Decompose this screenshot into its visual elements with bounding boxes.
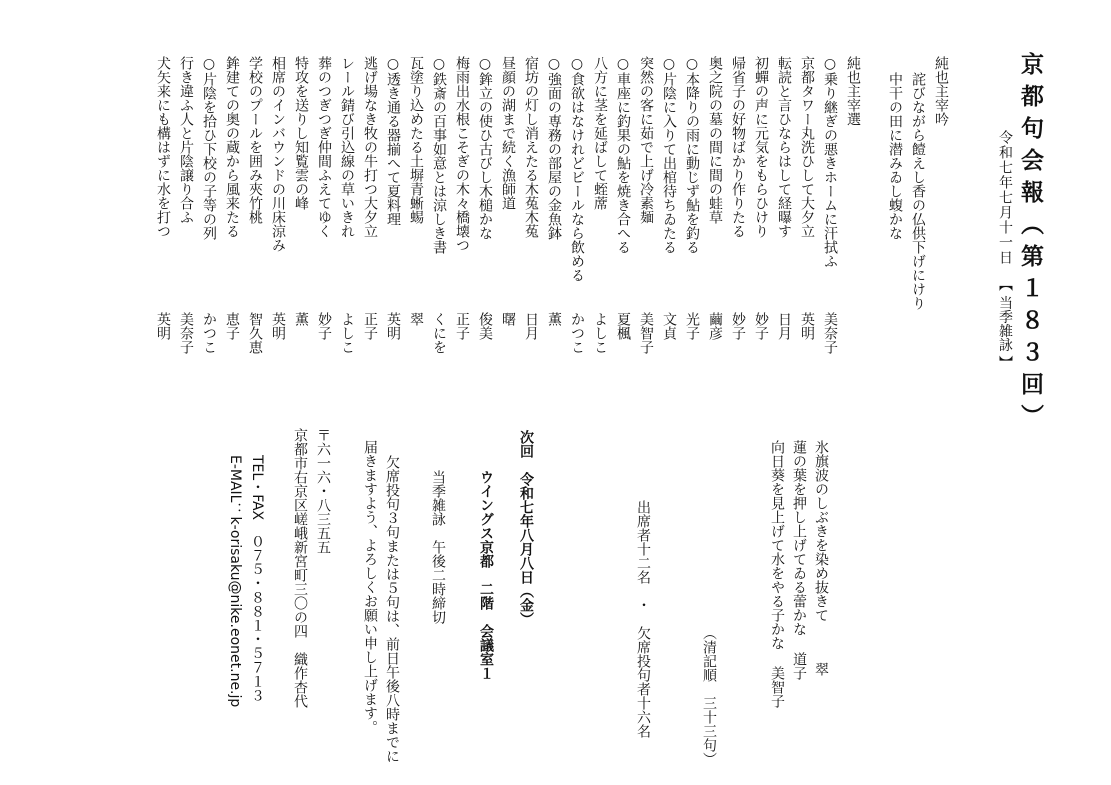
absent-note: 欠席投句３句または５句は、前日午後八時までに xyxy=(384,455,400,763)
haiku-entry xyxy=(774,56,794,376)
haiku-entry xyxy=(268,56,288,376)
haiku-entry xyxy=(521,56,541,376)
haiku-entry xyxy=(452,56,472,376)
haiku-entry xyxy=(199,56,219,376)
haiku-entry xyxy=(659,56,679,376)
haiku-entry xyxy=(728,56,748,376)
haiku-author: くにを xyxy=(431,312,447,354)
haiku-author: 恵子 xyxy=(224,312,240,340)
contact-email[interactable]: E-MAIL：k-orisaku@nike.eonet.ne.jp xyxy=(227,455,243,708)
haiku-author: 美奈子 xyxy=(822,312,838,354)
haiku-author: 文貞 xyxy=(661,312,677,340)
haiku-entry xyxy=(636,56,656,376)
haiku-author: 薫 xyxy=(546,312,562,326)
haiku-text: 学校のプールを囲み夾竹桃 xyxy=(247,56,263,224)
haiku-entry xyxy=(222,56,242,376)
haiku-entry xyxy=(475,56,495,376)
haiku-entry xyxy=(820,56,840,376)
session-tag: 【 当季雑詠 】 xyxy=(997,277,1013,370)
haiku-entry xyxy=(705,56,725,376)
haiku-author: 正子 xyxy=(454,312,470,340)
haiku-text: 詫びながら饐えし香の仏供下げにけり xyxy=(910,72,926,310)
ginn-heading xyxy=(931,56,951,376)
postal-code: 〒六一六・八三五五 xyxy=(315,428,331,554)
haiku-author: 薫 xyxy=(293,312,309,326)
section-gap xyxy=(866,56,882,57)
haiku-entry xyxy=(406,56,426,376)
haiku-entry xyxy=(383,56,403,376)
haiku-entry xyxy=(797,56,817,376)
haiku-author: 光子 xyxy=(684,312,700,340)
haiku-author: 英明 xyxy=(270,312,286,340)
record-haiku xyxy=(812,440,830,676)
next-meeting-date: 次回 令和七年八月八日（金） xyxy=(518,430,534,626)
haiku-author: 繭彦 xyxy=(707,312,723,340)
record-author: 道子 xyxy=(791,652,807,680)
haiku-author: 正子 xyxy=(362,312,378,340)
haiku-text: ○鉾立の使ひ古びし木槌かな xyxy=(477,56,493,240)
haiku-text: 梅雨出水根こそぎの木々橋壊つ xyxy=(454,56,470,252)
haiku-entry xyxy=(153,56,173,376)
haiku-author: 英明 xyxy=(155,312,171,340)
absent-note: 届きますよう、よろしくお願い申し上げます。 xyxy=(362,440,378,734)
record-author: 翠 xyxy=(813,662,829,676)
haiku-entry xyxy=(498,56,518,376)
haiku-entry xyxy=(613,56,633,376)
contact-tel: TEL・FAX ０７５・８８１・５７１３ xyxy=(249,455,265,703)
haiku-author: 翠 xyxy=(408,312,424,326)
haiku-author: 美智子 xyxy=(638,312,654,354)
record-author: 美智子 xyxy=(769,666,785,708)
haiku-text: 純也主宰吟 xyxy=(933,56,949,126)
haiku-text: 転読と言ひならはして経曝す xyxy=(776,56,792,238)
haiku-text: ○本降りの雨に動じず鮎を釣る xyxy=(684,56,700,254)
haiku-author: 美奈子 xyxy=(178,312,194,354)
next-meeting-venue: ウイングス京都 二階 会議室１ xyxy=(478,470,494,680)
haiku-entry xyxy=(176,56,196,376)
haiku-text: ○片陰を拾ひ下校の子等の列 xyxy=(201,56,217,240)
record-text: 蓮の葉を押し上げてゐる蕾かな xyxy=(791,440,807,636)
haiku-text: 犬矢来にも構はずに水を打つ xyxy=(155,56,171,238)
haiku-author: 曙 xyxy=(500,312,516,326)
haiku-text: 京都タワー丸洗ひして大夕立 xyxy=(799,56,815,238)
haiku-text: ○片陰に入りて出棺待ちゐたる xyxy=(661,56,677,254)
haiku-text: 帰省子の好物ばかり作りたる xyxy=(730,56,746,238)
haiku-entry xyxy=(291,56,311,376)
haiku-entry xyxy=(567,56,587,376)
haiku-text: 宿坊の灯し消えたる木菟木菟 xyxy=(523,56,539,238)
ginn-line xyxy=(908,56,928,376)
haiku-text: 行き違ふ人と片陰譲り合ふ xyxy=(178,56,194,224)
ginn-line xyxy=(885,56,905,376)
haiku-entry xyxy=(682,56,702,376)
haiku-author: 俊美 xyxy=(477,312,493,340)
record-haiku xyxy=(768,440,786,708)
record-haiku xyxy=(790,440,808,680)
haiku-author: 妙子 xyxy=(316,312,332,340)
haiku-author: よしこ xyxy=(339,312,355,354)
haiku-text: ○鉄斎の百事如意とは涼しき書 xyxy=(431,56,447,254)
haiku-columns xyxy=(153,56,951,376)
haiku-text: 昼顔の湖まで続く漁師道 xyxy=(500,56,516,210)
haiku-text: 逃げ場なき牧の牛打つ大夕立 xyxy=(362,56,378,238)
haiku-text: 奥之院の墓の間に間の蛙草 xyxy=(707,56,723,224)
haiku-author: かつこ xyxy=(569,312,585,354)
haiku-entry xyxy=(337,56,357,376)
haiku-text: 八方に茎を延ばして蛭蓆 xyxy=(592,56,608,210)
haiku-text: ○透き通る器揃へて夏料理 xyxy=(385,56,401,226)
haiku-entry xyxy=(360,56,380,376)
haiku-author: 智久恵 xyxy=(247,312,263,354)
haiku-author: 日月 xyxy=(776,312,792,340)
attendance: 出席者十二名 ・ 欠席投句者十六名 xyxy=(635,500,651,738)
haiku-text: 突然の客に茹で上げ冷素麺 xyxy=(638,56,654,224)
haiku-text: 純也主宰選 xyxy=(845,56,861,126)
selection-heading xyxy=(843,56,863,376)
haiku-text: 鉾建ての奥の蔵から風来たる xyxy=(224,56,240,238)
haiku-text: 中干の田に潜みゐし蝮かな xyxy=(887,72,903,240)
haiku-author: 妙子 xyxy=(730,312,746,340)
haiku-author: 夏楓 xyxy=(615,312,631,340)
haiku-entry xyxy=(751,56,771,376)
haiku-author: 英明 xyxy=(799,312,815,340)
clear-record-note: （清記順 三十三句） xyxy=(701,626,717,766)
haiku-author: 妙子 xyxy=(753,312,769,340)
title-text: 京都句会報 xyxy=(1017,52,1044,212)
record-text: 向日葵を見上げて水をやる子かな xyxy=(769,440,785,650)
haiku-entry xyxy=(429,56,449,376)
next-meeting-deadline: 当季雑詠 午後二時締切 xyxy=(430,470,446,624)
issue-date: 令和七年七月十一日 xyxy=(997,130,1013,265)
haiku-text: 葬のつぎつぎ仲間ふえてゆく xyxy=(316,56,332,238)
haiku-text: ○車座に釣果の鮎を焼き合へる xyxy=(615,56,631,254)
haiku-text: 初蟬の声に元気をもらひけり xyxy=(753,56,769,238)
haiku-text: 瓦塗り込めたる土塀青蜥蜴 xyxy=(408,56,424,224)
header-meta xyxy=(995,130,1015,390)
haiku-entry xyxy=(590,56,610,376)
haiku-author: 日月 xyxy=(523,312,539,340)
haiku-author: かつこ xyxy=(201,312,217,354)
haiku-entry xyxy=(314,56,334,376)
contact-address: 京都市右京区嵯峨新宮町三〇の四 織作杏代 xyxy=(292,428,308,708)
haiku-entry xyxy=(544,56,564,376)
haiku-entry xyxy=(245,56,265,376)
haiku-text: ○強面の専務の部屋の金魚鉢 xyxy=(546,56,562,240)
haiku-author: 英明 xyxy=(385,312,401,340)
issue-number: （第１８３回） xyxy=(1017,212,1044,436)
haiku-text: ○食欲はなけれどビールなら飲める xyxy=(569,56,585,282)
newsletter-title xyxy=(1014,52,1047,436)
record-text: 氷旗波のしぶきを染め抜きて xyxy=(813,440,829,622)
haiku-text: レール錆び引込線の草いきれ xyxy=(339,56,355,238)
haiku-text: ○乗り継ぎの悪きホームに汗拭ふ xyxy=(822,56,838,268)
haiku-text: 特攻を送りし知覧雲の峰 xyxy=(293,56,309,210)
haiku-text: 相席のインバウンドの川床涼み xyxy=(270,56,286,252)
haiku-author: よしこ xyxy=(592,312,608,354)
